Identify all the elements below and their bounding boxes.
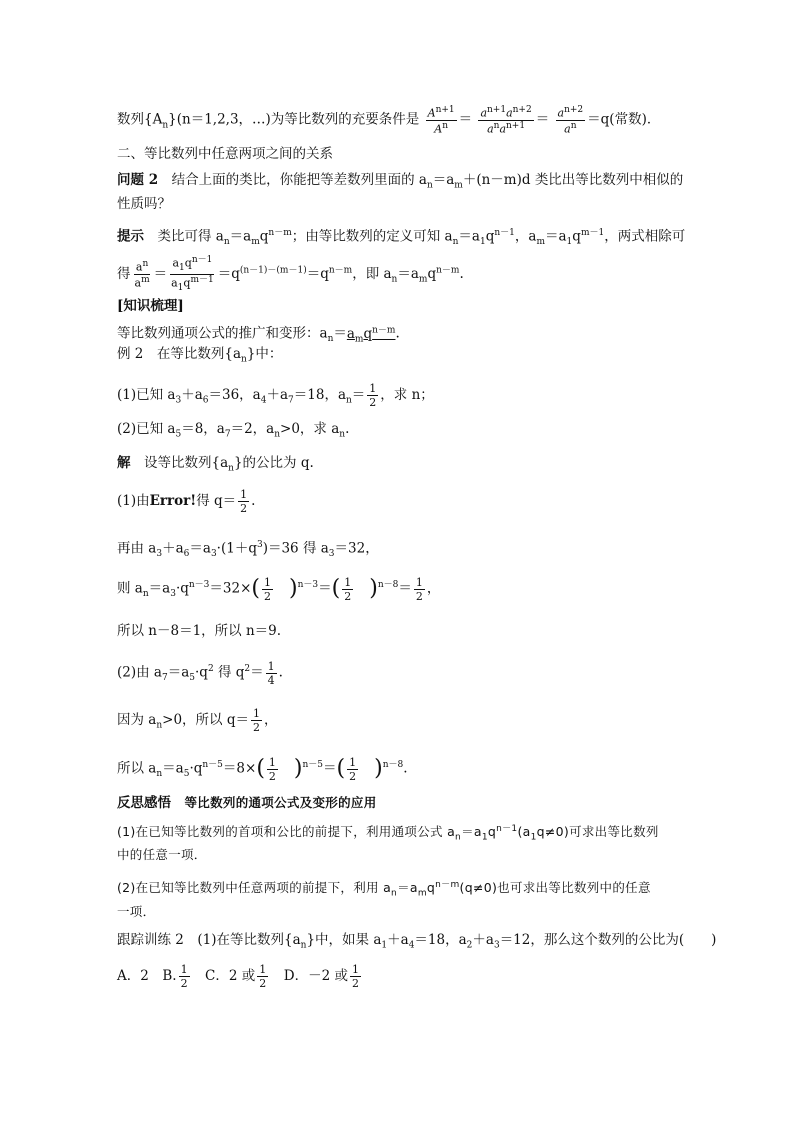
solution-intro: 解 设等比数列$\{a_n\}$的公比为 q. <box>117 455 314 474</box>
knowledge-text: 等比数列通项公式的推广和变形：$a_n=a_mq^{n-m}$. <box>117 325 400 345</box>
choices: A．2 B. $\frac{1}{2}$ C．2 或 $\frac{1}{2}$ D．－2 或 $\frac{1}{2}$ <box>117 963 359 990</box>
reflection-1-cont: 中的任意一项． <box>117 847 207 862</box>
solution-step-4: 所以 n－8＝1，所以 n＝9. <box>117 623 282 639</box>
reflection-2-cont: 一项． <box>117 904 156 919</box>
example-2-part-1: (1)已知 $a_3+a_6=36$，$a_4+a_7=18$，$a_n=$ $\frac{1}{2}$ ，求 n； <box>117 382 434 409</box>
tracking-exercise-2: 跟踪训练 2 (1)在等比数列$\{a_n\}$中，如果 $a_1+a_4=18$，$a_2+a_3=12$，那么这个数列的公比为( ) <box>117 932 717 951</box>
example-2-part-2: (2)已知 $a_5=8$，$a_7=2$，$a_n>0$，求 $a_n$. <box>117 421 350 440</box>
solution-step-5: (2)由 $a_7=a_5\cdot q^2$ 得 $q^2=$ $\frac{1}{4}$ . <box>117 659 283 687</box>
hint: 提示 类比可得 $a_n=a_mq^{n-m}$；由等比数列的定义可知 $a_n=a_1q^{n-1}$，$a_m=a_1q^{m-1}$，两式相除可 <box>117 228 686 248</box>
solution-step-3: 则 $a_n=a_3\cdot q^{n-3}=32\times$( $\frac{1}{2}$ )$^{n-3}$＝( $\frac{1}{2}$ )$^{n-8}$＝ $\frac{1}{2}$ ， <box>117 575 441 603</box>
knowledge-heading: [知识梳理] <box>117 298 184 314</box>
example-2: 例 2 在等比数列$\{a_n\}$中： <box>117 346 283 365</box>
solution-step-1: (1)由Error!得 q＝ $\frac{1}{2}$ . <box>117 488 256 515</box>
solution-step-6: 因为 $a_n>0$，所以 q＝ $\frac{1}{2}$ ， <box>117 707 278 734</box>
question-2-cont: 性质吗？ <box>117 196 171 212</box>
solution-step-7: 所以 $a_n=a_5\cdot q^{n-5}=8\times$( $\frac{1}{2}$ )$^{n-5}$＝( $\frac{1}{2}$ )$^{n-8}$. <box>117 755 408 783</box>
reflection-heading: 反思感悟 等比数列的通项公式及变形的应用 <box>117 795 377 811</box>
solution-step-2: 再由 $a_3+a_6=a_3\cdot(1+q^3)=36$ 得 $a_3=32$， <box>117 540 379 560</box>
question-2: 问题 2 结合上面的类比，你能把等差数列里面的 $a_n=a_m+(n-m)d$ 类比出等比数列中相似的 <box>117 172 684 191</box>
condition-line: 数列$\{A_n\}(n=1,2,3$，…)为等比数列的充要条件是 $\frac{A^{n+1}}{A^n}$ ＝ $\frac{a^{n+1}a^{n+2}}{a^na^{n+1}}$ ＝ $\frac{a^{n+2}}{a^n}$ ＝q(常数)． <box>117 105 661 136</box>
hint-cont: 得 $\frac{a^n}{a^m}$ ＝ $\frac{a_1q^{n-1}}{a_1q^{m-1}}$ $=q^{(n-1)-(m-1)}=q^{n-m}$，即 $a_n=a_mq^{n-m}$. <box>117 255 464 293</box>
reflection-1: (1)在已知等比数列的首项和公比的前提下，利用通项公式 $a_n=a_1q^{n-1}(a_1q\ne 0)$可求出等比数列 <box>117 824 659 843</box>
section-heading: 二、等比数列中任意两项之间的关系 <box>117 146 333 162</box>
reflection-2: (2)在已知等比数列中任意两项的前提下，利用 $a_n=a_mq^{n-m}(q\ne 0)$也可求出等比数列中的任意 <box>117 880 651 899</box>
